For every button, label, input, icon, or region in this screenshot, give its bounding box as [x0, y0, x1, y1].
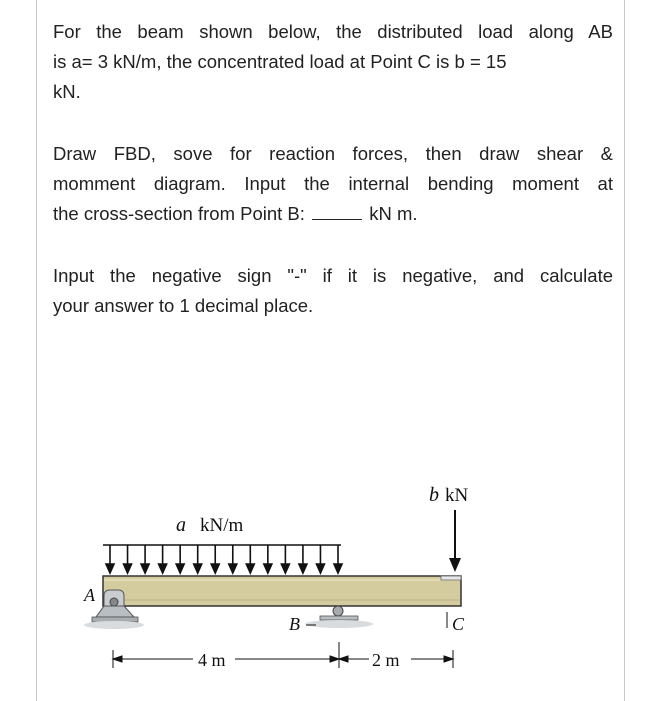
problem-text-line: momment diagram. Input the internal bending moment at	[53, 173, 613, 194]
point-load-unit: kN	[445, 485, 469, 506]
load-arrow-head	[299, 564, 307, 573]
load-arrow-head	[141, 564, 149, 573]
load-arrow-head	[176, 564, 184, 573]
load-arrow-head	[246, 564, 254, 573]
dimension-lines	[113, 642, 453, 668]
dimension-ab-label: 4 m	[198, 650, 226, 670]
load-arrow-head	[316, 564, 324, 573]
load-arrow-head	[281, 564, 289, 573]
load-arrow-head	[124, 564, 132, 573]
load-plate	[441, 576, 461, 580]
load-arrow-head	[106, 564, 114, 573]
problem-text-line: Input the negative sign "-" if it is negative, and calculate	[53, 265, 613, 286]
problem-text-line: For the beam shown below, the distributed load along AB	[53, 21, 613, 42]
problem-text-line: Draw FBD, sove for reaction forces, then draw shear &	[53, 143, 613, 164]
label-a: A	[84, 585, 95, 605]
distributed-load-symbol: a	[176, 514, 186, 536]
point-load-symbol: b	[429, 484, 439, 506]
problem-text-line: kN.	[53, 81, 81, 102]
distributed-load-unit: kN/m	[200, 515, 244, 536]
answer-unit: kN m.	[369, 203, 418, 224]
load-arrow-head	[159, 564, 167, 573]
distributed-load-arrows	[103, 545, 342, 573]
label-c: C	[452, 614, 465, 634]
load-arrow-head	[211, 564, 219, 573]
load-arrow-head	[264, 564, 272, 573]
load-arrow-head	[334, 564, 342, 573]
load-arrow-head	[229, 564, 237, 573]
problem-text-line: your answer to 1 decimal place.	[53, 295, 314, 316]
point-load-arrow	[449, 510, 461, 572]
answer-prompt: the cross-section from Point B:	[53, 203, 305, 224]
load-arrow-head	[194, 564, 202, 573]
problem-text-line: is a= 3 kN/m, the concentrated load at Point C is b = 15	[53, 51, 507, 72]
dimension-bc-label: 2 m	[372, 650, 400, 670]
label-b: B	[289, 614, 300, 634]
